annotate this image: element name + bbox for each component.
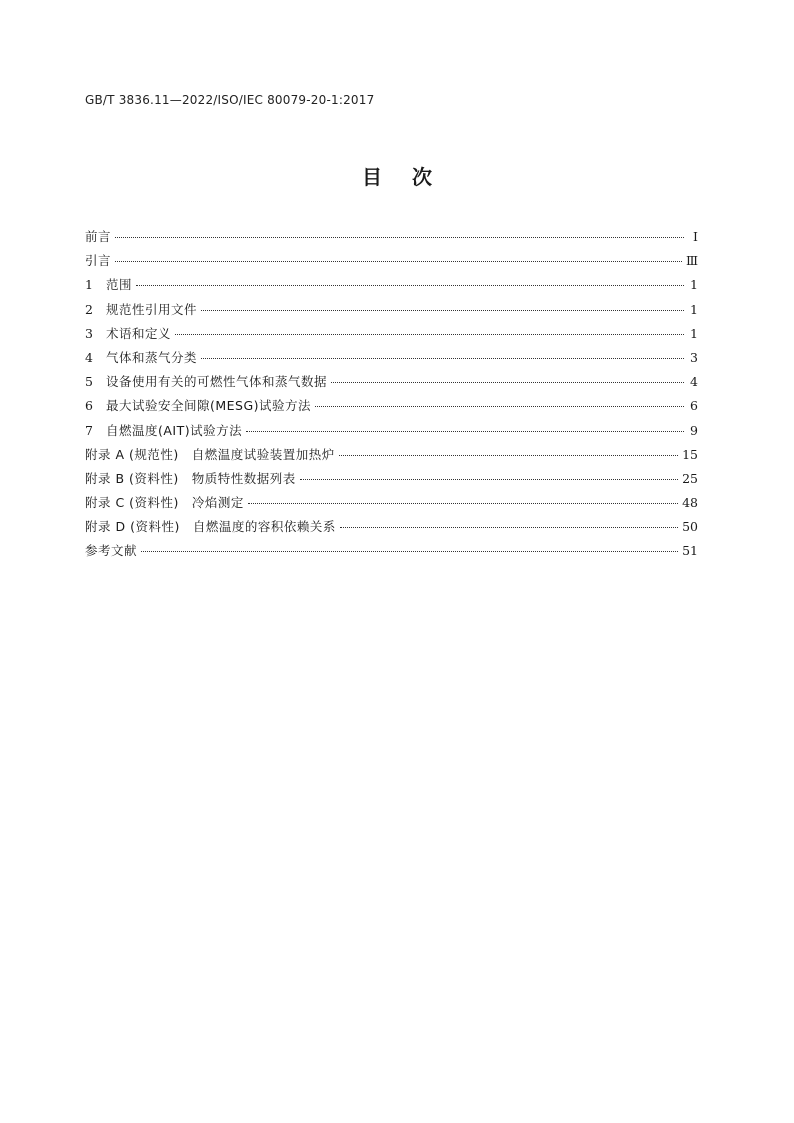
toc-entry-label: 设备使用有关的可燃性气体和蒸气数据: [106, 374, 328, 390]
toc-entry-4[interactable]: [85, 348, 698, 372]
toc-entry-label: 自燃温度(AIT)试验方法: [106, 422, 243, 438]
toc-entry-number: 1: [85, 277, 93, 293]
toc-entry-page: 15: [682, 446, 698, 462]
toc-entry-label: 附录 D (资料性) 自燃温度的容积依赖关系: [85, 519, 336, 535]
toc-entry-6[interactable]: [85, 396, 698, 420]
toc-entry-annex-d[interactable]: [85, 517, 698, 541]
toc-entry-page: 3: [690, 349, 698, 365]
dot-leader: [201, 358, 684, 359]
dot-leader: [141, 551, 678, 552]
page-title: 目次: [362, 165, 462, 189]
toc-entry-page: 50: [682, 519, 698, 535]
toc-entry-page: Ⅰ: [693, 229, 698, 244]
dot-leader: [248, 503, 678, 504]
toc-entry-number: 7: [85, 422, 93, 438]
toc-entry-page: 25: [682, 470, 698, 486]
toc-entry-label: 气体和蒸气分类: [106, 349, 198, 365]
toc-entry-label: 术语和定义: [106, 325, 172, 341]
dot-leader: [175, 334, 684, 335]
dot-leader: [136, 285, 684, 286]
dot-leader: [315, 406, 684, 407]
table-of-contents: [85, 227, 698, 566]
toc-entry-page: Ⅲ: [685, 253, 698, 269]
toc-entry-label: 附录 C (资料性) 冷焰测定: [85, 495, 244, 511]
toc-entry-label: 范围: [106, 277, 133, 293]
toc-entry-page: 9: [690, 422, 698, 438]
toc-entry-annex-b[interactable]: [85, 469, 698, 493]
toc-entry-3[interactable]: [85, 324, 698, 348]
toc-entry-2[interactable]: [85, 300, 698, 324]
toc-entry-page: 6: [690, 398, 698, 414]
standard-number: GB/T 3836.11—2022/ISO/IEC 80079-20-1:2017: [85, 93, 375, 107]
dot-leader: [115, 237, 684, 238]
dot-leader: [331, 382, 684, 383]
toc-entry-page: 4: [690, 374, 698, 390]
toc-entry-5[interactable]: [85, 372, 698, 396]
toc-entry-label: 规范性引用文件: [106, 301, 198, 317]
dot-leader: [115, 261, 682, 262]
toc-entry-number: 3: [85, 325, 93, 341]
toc-entry-label: 最大试验安全间隙(MESG)试验方法: [106, 398, 312, 414]
dot-leader: [340, 527, 678, 528]
toc-entry-label: 附录 B (资料性) 物质特性数据列表: [85, 470, 296, 486]
toc-entry-label: 参考文献: [85, 543, 138, 559]
toc-entry-label: 引言: [85, 253, 112, 269]
toc-entry-page: 1: [690, 277, 698, 293]
toc-entry-1[interactable]: [85, 275, 698, 299]
toc-entry-label: 前言: [85, 229, 112, 244]
toc-entry-label: 附录 A (规范性) 自燃温度试验装置加热炉: [85, 446, 335, 462]
dot-leader: [201, 310, 684, 311]
toc-entry-annex-c[interactable]: [85, 493, 698, 517]
toc-entry-number: 4: [85, 349, 93, 365]
toc-entry-annex-a[interactable]: [85, 445, 698, 469]
toc-entry-number: 5: [85, 374, 93, 390]
dot-leader: [246, 431, 684, 432]
toc-entry-page: 51: [682, 543, 698, 559]
toc-entry-introduction[interactable]: [85, 251, 698, 275]
toc-entry-number: 2: [85, 301, 93, 317]
toc-entry-page: 1: [690, 325, 698, 341]
toc-entry-page: 1: [690, 301, 698, 317]
toc-entry-foreword[interactable]: [85, 227, 698, 251]
toc-entry-bibliography[interactable]: [85, 541, 698, 565]
toc-entry-page: 48: [682, 495, 698, 511]
toc-entry-7[interactable]: [85, 421, 698, 445]
dot-leader: [339, 455, 678, 456]
toc-entry-number: 6: [85, 398, 93, 414]
dot-leader: [300, 479, 678, 480]
